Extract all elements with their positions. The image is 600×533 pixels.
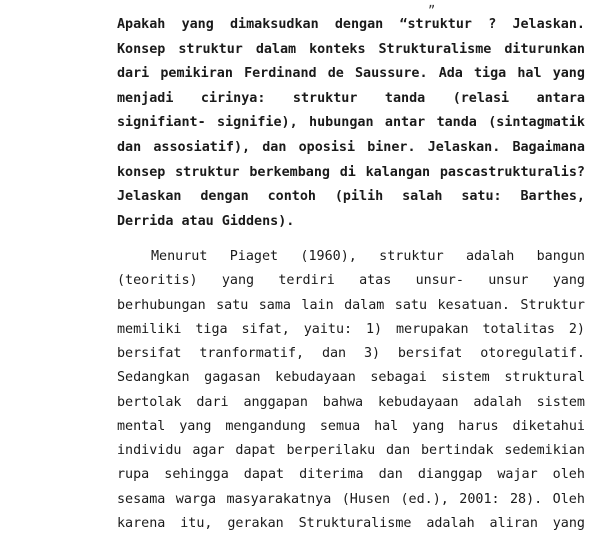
answer-word: satu <box>216 297 249 313</box>
answer-word: lain <box>301 297 334 313</box>
question-word: (sintagmatik <box>488 115 585 131</box>
answer-word: kebudayaan <box>377 394 459 410</box>
question-word: Konsep <box>117 41 166 57</box>
answer-line <box>117 347 585 360</box>
answer-word: struktur <box>379 249 444 264</box>
answer-word: adalah <box>465 249 515 264</box>
answer-word: mengandung <box>225 418 306 434</box>
question-line <box>117 92 585 105</box>
answer-word: unsur- <box>415 273 464 289</box>
question-word: dalam <box>255 41 297 57</box>
question-line <box>117 166 585 179</box>
question-word: Apakah <box>117 17 166 32</box>
answer-word: (Husen <box>341 491 391 507</box>
answer-line <box>117 299 585 312</box>
question-word: signifiant- <box>117 115 206 131</box>
answer-word: dan <box>378 467 403 483</box>
answer-word: sistem <box>536 394 585 410</box>
answer-word: yaitu: <box>303 321 353 337</box>
question-word: ? <box>488 17 497 32</box>
answer-word: mental <box>117 418 166 434</box>
question-word: kalangan <box>365 164 431 180</box>
answer-word: yang <box>179 418 212 434</box>
question-word: salah <box>402 189 443 205</box>
question-word: Barthes, <box>520 189 585 205</box>
answer-word: kebudayaan <box>275 370 356 386</box>
answer-word: Menurut <box>151 249 208 264</box>
answer-word: anggapan <box>243 394 308 410</box>
answer-word: berhubungan <box>117 297 206 313</box>
question-word: Saussure. <box>355 66 428 82</box>
answer-word: berperilaku <box>286 443 376 458</box>
answer-word: gerakan <box>227 515 284 531</box>
answer-word: memiliki <box>117 321 182 337</box>
question-word: dan <box>262 140 287 155</box>
answer-word: yang <box>552 515 585 531</box>
question-word: antara <box>536 90 585 106</box>
question-word: tanda <box>436 115 477 131</box>
answer-word: adalah <box>426 515 475 531</box>
answer-word: individu <box>117 443 182 458</box>
answer-word: 2) <box>568 321 585 337</box>
answer-word: 2001: <box>459 491 500 507</box>
answer-line <box>117 517 585 530</box>
answer-word: sedemikian <box>504 443 585 458</box>
question-word: dimaksudkan <box>230 17 319 32</box>
answer-line <box>117 396 585 409</box>
question-word: konteks <box>309 41 366 57</box>
answer-word: sesama <box>117 491 166 507</box>
answer-line <box>117 468 585 481</box>
answer-word: agar <box>192 443 225 458</box>
answer-line <box>117 274 585 287</box>
answer-word: tiga <box>195 321 228 337</box>
answer-word: rupa <box>117 467 150 483</box>
question-word: menjadi <box>117 90 174 106</box>
answer-word: 1) <box>366 321 383 337</box>
answer-word: kesatuan. <box>437 297 510 313</box>
question-word: yang <box>181 17 214 32</box>
question-word: yang <box>552 66 585 82</box>
answer-word: sehingga <box>164 467 229 483</box>
question-word: satu: <box>461 189 502 205</box>
answer-line <box>151 250 585 263</box>
answer-line <box>117 493 585 506</box>
answer-word: bertolak <box>117 394 182 410</box>
question-word: struktur <box>292 90 358 106</box>
question-word: struktur <box>175 164 240 180</box>
answer-word: bersifat <box>397 346 463 361</box>
answer-word: bahwa <box>322 394 364 410</box>
question-word: konsep <box>117 164 166 180</box>
answer-line <box>117 371 585 384</box>
question-word: biner. <box>367 140 416 155</box>
question-line <box>117 116 585 129</box>
answer-word: sistem <box>441 370 490 386</box>
question-word: (pilih <box>334 189 384 205</box>
question-word: hal <box>517 66 542 82</box>
question-word: Bagaimana <box>512 140 585 155</box>
question-word: “struktur <box>399 17 472 32</box>
question-word: hubungan <box>309 115 374 131</box>
question-word: berkembang <box>249 164 330 180</box>
question-word: assosiatif), <box>153 140 251 155</box>
question-word: dari <box>117 66 150 82</box>
answer-line <box>117 323 585 336</box>
question-word: pemikiran <box>160 66 233 82</box>
question-word: dan <box>117 140 142 155</box>
question-word: Jelaskan <box>117 189 182 205</box>
question-word: diturunkan <box>504 41 585 57</box>
question-word: dengan <box>334 17 384 32</box>
answer-word: (ed.), <box>400 491 449 507</box>
answer-word: sebagai <box>370 370 427 386</box>
answer-word: adalah <box>473 394 522 410</box>
answer-word: totalitas <box>482 321 555 337</box>
answer-word: dalam <box>344 297 385 313</box>
answer-word: bersifat <box>117 346 182 361</box>
question-word: antar <box>384 115 426 131</box>
answer-word: Strukturalisme <box>298 515 412 531</box>
question-line <box>117 18 585 31</box>
answer-word: satu <box>394 297 428 313</box>
answer-word: wajar <box>497 467 538 483</box>
answer-word: merupakan <box>396 321 469 337</box>
question-word: tiga <box>474 66 507 82</box>
question-word: tanda <box>384 90 426 106</box>
answer-word: dapat <box>235 443 276 458</box>
answer-word: masyarakatnya <box>226 491 332 507</box>
answer-word: dapat <box>243 467 285 483</box>
answer-word: karena <box>117 515 166 531</box>
question-word: Strukturalisme <box>378 41 492 57</box>
answer-word: Struktur <box>520 297 585 313</box>
question-word: Jelaskan. <box>512 17 585 32</box>
question-word: oposisi <box>298 140 356 155</box>
answer-word: harus <box>458 418 499 434</box>
question-line <box>117 43 585 56</box>
answer-word: Oleh <box>552 491 585 507</box>
answer-word: bertindak <box>421 443 494 458</box>
answer-word: atas <box>359 273 392 289</box>
question-word: dengan <box>200 189 249 205</box>
top-mark: „ <box>428 0 436 10</box>
question-text: Derrida atau Giddens). <box>117 213 295 229</box>
answer-word: (teoritis) <box>117 273 198 289</box>
answer-word: dianggap <box>417 467 483 483</box>
answer-word: yang <box>221 273 255 289</box>
question-line <box>117 190 585 203</box>
answer-word: hal <box>374 418 399 434</box>
question-word: Jelaskan. <box>427 140 501 155</box>
answer-word: diterima <box>299 467 364 483</box>
answer-word: unsur <box>488 273 529 289</box>
answer-word: yang <box>412 418 445 434</box>
answer-word: dan <box>386 443 411 458</box>
answer-word: bangun <box>536 249 585 264</box>
answer-word: otoregulatif. <box>480 346 585 361</box>
answer-word: itu, <box>180 515 213 531</box>
answer-word: Piaget <box>229 249 279 264</box>
question-line <box>117 141 585 154</box>
answer-word: 3) <box>363 346 381 361</box>
answer-word: Sedangkan <box>117 370 190 386</box>
answer-word: dari <box>196 394 229 410</box>
answer-word: dan <box>321 346 347 361</box>
question-word: pascastrukturalis? <box>439 164 585 180</box>
answer-line <box>117 420 585 433</box>
question-line <box>117 67 585 80</box>
answer-word: 28). <box>510 491 543 507</box>
answer-word: oleh <box>552 467 585 483</box>
answer-word: aliran <box>489 515 538 531</box>
answer-word: struktural <box>504 370 585 386</box>
answer-word: warga <box>175 491 217 507</box>
answer-word: diketahui <box>512 418 585 434</box>
answer-word: (1960), <box>300 249 357 264</box>
question-word: contoh <box>267 189 316 205</box>
question-word: di <box>339 164 356 180</box>
answer-word: tranformatif, <box>199 346 305 361</box>
question-word: struktur <box>178 41 243 57</box>
question-word: signifie), <box>217 115 298 131</box>
answer-word: gagasan <box>204 370 261 386</box>
answer-line <box>117 444 585 457</box>
question-word: de <box>327 66 344 82</box>
question-word: (relasi <box>452 90 510 106</box>
question-line <box>117 215 585 228</box>
answer-word: sama <box>258 297 291 313</box>
question-word: Ada <box>438 66 463 82</box>
answer-word: sifat, <box>241 321 290 337</box>
answer-word: terdiri <box>278 273 335 289</box>
answer-word: yang <box>552 273 585 289</box>
question-word: Ferdinand <box>244 66 317 82</box>
answer-word: semua <box>319 418 361 434</box>
question-word: cirinya: <box>200 90 266 106</box>
